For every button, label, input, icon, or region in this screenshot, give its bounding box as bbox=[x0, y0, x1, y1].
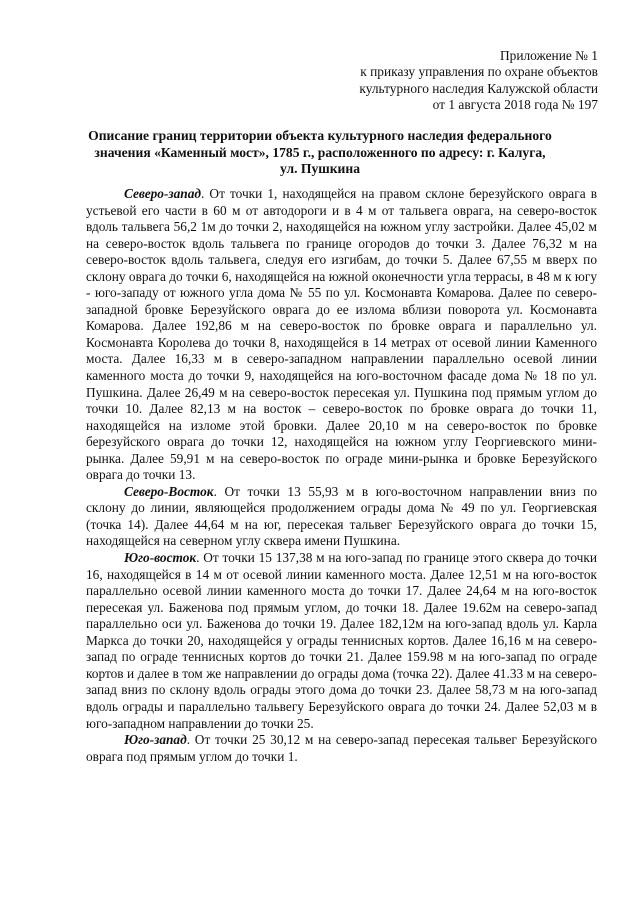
appendix-number: Приложение № 1 bbox=[499, 48, 598, 63]
section-direction: Юго-запад bbox=[124, 732, 187, 748]
section-southwest bbox=[86, 732, 597, 765]
section-direction: Юго-восток bbox=[124, 550, 197, 566]
order-date: от 1 августа 2018 года № 197 bbox=[432, 97, 598, 113]
section-northeast bbox=[86, 484, 597, 550]
issuing-authority: культурного наследия Калужской области bbox=[359, 80, 598, 96]
section-northwest bbox=[86, 186, 597, 484]
section-text: . От точки 13 55,93 м в юго-восточном направлении вниз по склону до линии, являющейся продолжением ограды дома № 49 по ул. Георгиевская (точка 14). Далее 44,64 м на юг, пересекая тальвег Березуйского оврага до точки 15, находящейся на северном углу сквера имени Пушкина. bbox=[86, 483, 597, 549]
boundary-description bbox=[86, 186, 597, 765]
section-text: . От точки 25 30,12 м на северо-запад пересекая тальвег Березуйского оврага под прямым углом до точки 1. bbox=[86, 732, 597, 764]
section-text: . От точки 1, находящейся на правом склоне березуйского оврага в устьевой его части в 60 м от автодороги и в 4 м от тальвега оврага, на северо-восток вдоль тальвега 56,2 1м до точки 2, находящейся на южном углу застройки. Далее 45,02 м на северо-восток вдоль тальвега по границе огородов до точки 3. Далее 76,32 м на северо-восток вдоль тальвега, следуя его изгибам, до точки 5. Далее 67,55 м вверх по склону оврага до точки 6, находящейся на южной оконечности угла террасы, в 48 м к югу - юго-западу от южного угла дома № 55 по ул. Космонавта Комарова. Далее по северо-западной бровке Березуйского оврага до ее излома вблизи поворота ул. Космонавта Комарова. Далее 192,86 м на северо-восток по бровке оврага и параллельно ул. Космонавта Королева до точки 8, находящейся в 14 метрах от осевой линии Каменного моста. Далее 16,33 м в северо-западном направлении параллельно осевой линии каменного моста до точки 9, находящейся на юго-восточном фасаде дома № 18 по ул. Пушкина. Далее 26,49 м на северо-восток пересекая ул. Пушкина под прямым углом до точки 10. Далее 82,13 м на восток – северо-восток по бровке оврага до точки 11, находящейся на изломе этой бровки. Далее 20,10 м на северо-восток по бровке березуйского оврага до точки 12, находящейся на южном углу Георгиевского мини-рынка. Далее 59,91 м на северо-восток по ограде мини-рынка и бровке Березуйского оврага до точки 13. bbox=[86, 186, 597, 483]
section-southeast bbox=[86, 550, 597, 732]
section-text: . От точки 15 137,38 м на юго-запад по границе этого сквера до точки 16, находящейся в 14 м от осевой линии каменного моста. Далее 12,51 м на юго-восток параллельно осевой линии каменного моста до точки 17. Далее 24,64 м на юго-восток пересекая ул. Баженова под прямым углом, до точки 18. Далее 19.62м на северо-запад параллельно оси ул. Баженова до точки 19. Далее 182,12м на юго-запад вдоль ул. Карла Маркса до точки 20, находящейся у ограды теннисных кортов. Далее 16,16 м на северо-запад по ограде теннисных кортов до точки 21. Далее 159.98 м на юго-запад по ограде кортов и далее в том же направлении до ограды дома (точка 22). Далее 41.33 м на северо-запад вниз по склону вдоль ограды этого дома до точки 23. Далее 58,73 м на юго-запад вдоль ограды и параллельно тальвегу Березуйского оврага до точки 24. Далее 52,03 м в юго-западном направлении до точки 25. bbox=[86, 550, 597, 731]
title-line-3: ул. Пушкина bbox=[279, 161, 361, 176]
title-line-2: значения «Каменный мост», 1785 г., расположенного по адресу: г. Калуга, bbox=[94, 144, 546, 160]
title-line-1: Описание границ территории объекта культурного наследия федерального bbox=[88, 128, 552, 143]
section-direction: Северо-Восток bbox=[124, 483, 214, 499]
order-reference: к приказу управления по охране объектов bbox=[360, 64, 598, 80]
section-direction: Северо-запад bbox=[124, 186, 202, 201]
appendix-header bbox=[359, 48, 598, 114]
document-title bbox=[70, 128, 570, 178]
